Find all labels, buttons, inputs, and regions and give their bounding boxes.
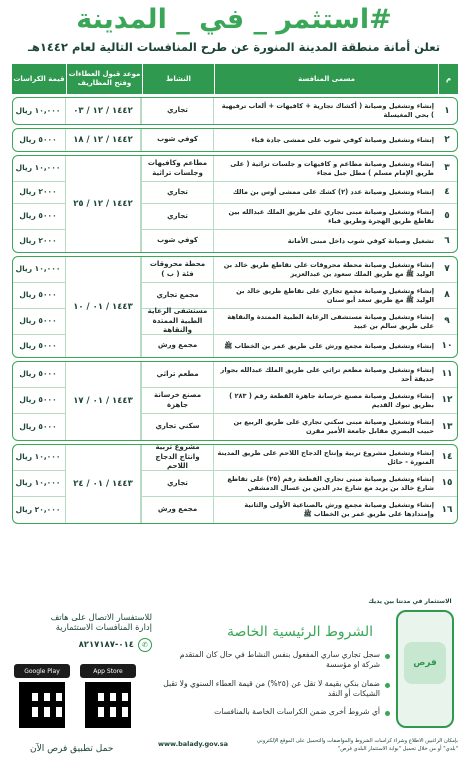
tender-name: إنشاء وتشغيل وصيانة مبنى سكني تجاري على طريق الربيع بن حبيب البصري مقابل جامعة الأمير مقرن: [213, 414, 437, 440]
price-row: [12, 362, 65, 388]
submission-date: ١٤٤٣ / ٠١ / ٢٤: [65, 445, 141, 523]
price-row: [12, 257, 65, 283]
tender-activity: تجاري: [141, 98, 213, 124]
tender-price: ٥٠٠٠ ريال: [19, 340, 57, 350]
price-row: [12, 414, 65, 440]
header-num: م: [438, 64, 458, 94]
tender-price: ٢٠٠٠ ريال: [19, 187, 57, 197]
footer-site-link[interactable]: www.balady.gov.sa: [158, 740, 229, 748]
row-number: ٩: [444, 316, 450, 327]
condition-item: ضمان بنكي بقيمة لا تقل عن (٢٥%) من قيمة العطاء السنوي ولا تقبل الشيكات أو النقد: [160, 679, 390, 700]
submission-date: ١٤٤٢ / ١٢ / ٢٥: [65, 156, 141, 252]
price-row: [12, 230, 65, 252]
tender-group: [12, 128, 458, 152]
table-row: [141, 257, 457, 283]
row-number: ٣: [444, 163, 450, 174]
phone-mockup: [396, 610, 454, 728]
tender-price: ١٠,٠٠٠ ريال: [15, 478, 61, 488]
tender-price: ٢٠٠٠ ريال: [19, 235, 57, 245]
row-number: ٢: [444, 134, 450, 145]
tender-group: [12, 155, 458, 253]
table-row: [141, 283, 457, 309]
table-row: [141, 414, 457, 440]
qr-code-icon: [85, 682, 131, 728]
row-number: ١٥: [441, 478, 453, 489]
tender-group: [12, 361, 458, 441]
row-number: ٦: [444, 235, 450, 246]
tender-name: إنشاء وتشغيل وصيانة محطة محروقات على تقاطع طريق خالد بن الوليد ﷺ مع طريق الملك سعود بن عبدالعزيز: [213, 257, 437, 282]
price-row: [12, 471, 65, 497]
header-activity: النشاط: [142, 64, 214, 94]
submission-date: ١٤٤٣ / ٠١ / ١٠: [65, 257, 141, 357]
table-row: [141, 362, 457, 388]
tender-price: ١٠,٠٠٠ ريال: [15, 264, 61, 274]
tender-price: ٥٠٠٠ ريال: [19, 316, 57, 326]
app-store-badge[interactable]: App Store: [80, 664, 136, 678]
table-row: [141, 388, 457, 414]
tender-name: إنشاء وتشغيل وصيانة مجمع ورش بالصناعية الأولى والثانية وإمتدادها على طريق عمر بن الخطاب ﷺ: [213, 497, 437, 523]
condition-item: أي شروط أخرى ضمن الكراسات الخاصة بالمنافسات: [160, 707, 390, 717]
price-row: [12, 283, 65, 309]
row-number: ١٣: [441, 421, 453, 432]
price-row: [12, 204, 65, 230]
price-row: [12, 98, 65, 124]
tender-name: إنشاء وتشغيل وصيانة مستشفى الرعاية الطبية الممتدة والنقاهة على طريق سالم بن عبيد: [213, 309, 437, 334]
tender-activity: مشروع تربية وانتاج الدجاج اللاحم: [141, 445, 213, 470]
tender-price: ١٠,٠٠٠ ريال: [15, 105, 61, 115]
contact-phone[interactable]: [12, 638, 152, 652]
tender-activity: محطة محروقات فئة ( ب ): [141, 257, 213, 282]
page-title: #استثمر _ في _ المدينة: [76, 4, 392, 35]
tender-name: إنشاء وتشغيل وصيانة عدد (٢) كشك على ممشى أوس بن مالك: [213, 182, 437, 203]
tender-price: ٥٠٠٠ ريال: [19, 395, 57, 405]
price-row: [12, 156, 65, 182]
row-number: ٥: [444, 211, 450, 222]
tenders-table: [12, 64, 458, 524]
store-google-play[interactable]: [14, 664, 70, 728]
tender-price: ٥٠٠٠ ريال: [19, 421, 57, 431]
row-number: ١: [444, 105, 450, 116]
price-row: [12, 309, 65, 335]
tender-name: إنشاء وتشغيل وصيانة مصنع خرسانة جاهزة القطعة رقم ( ٢٨٣ ) بطريق تبوك القديم: [213, 388, 437, 413]
tender-name: إنشاء وتشغيل وصيانة كوفي شوب على ممشى جادة قباء: [213, 129, 437, 151]
tender-activity: مطاعم وكافيهات وجلسات تراثية: [141, 156, 213, 181]
table-row: [141, 309, 457, 335]
table-row: [141, 156, 457, 182]
submission-date: ١٤٤٢ / ١٢ / ١٨: [65, 129, 141, 151]
tender-price: ٥٠٠٠ ريال: [19, 211, 57, 221]
tender-activity: سكني تجاري: [141, 414, 213, 440]
price-row: [12, 497, 65, 523]
row-number: ٧: [444, 264, 450, 275]
tender-activity: مصنع خرسانة جاهزة: [141, 388, 213, 413]
row-number: ١٢: [441, 395, 453, 406]
header-name: مسمى المنافسة: [214, 64, 438, 94]
tender-activity: تجاري: [141, 204, 213, 229]
table-row: [141, 204, 457, 230]
table-row: [141, 497, 457, 523]
tender-price: ١٠,٠٠٠ ريال: [15, 163, 61, 173]
header-date: موعد قبول العطاءات وفتح المظاريف: [66, 64, 142, 94]
tender-activity: مجمع تجاري: [141, 283, 213, 308]
conditions-list: [160, 650, 390, 725]
table-body: [12, 97, 458, 524]
tender-name: إنشاء وتشغيل وصيانة مجمع تجاري على تقاطع طريق خالد بن الوليد ﷺ مع طريق سعد أبو سنان: [213, 283, 437, 308]
tender-price: ٥٠٠٠ ريال: [19, 134, 57, 144]
bottom-section: [0, 598, 468, 766]
submission-date: ١٤٤٣ / ٠١ / ١٧: [65, 362, 141, 440]
phone-number[interactable]: ٠١٤-٨٢١٧١٨٧: [78, 640, 134, 650]
tender-activity: تجاري: [141, 471, 213, 496]
download-app-text: حمل تطبيق فرص الآن: [30, 744, 114, 754]
contact-line2: إدارة المنافسات الاستثمارية: [55, 622, 152, 632]
tender-name: إنشاء وتشغيل مشروع تربية وإنتاج الدجاج اللاحم على طريق المدينة المنورة - حائل: [213, 445, 437, 470]
table-row: [141, 230, 457, 252]
table-header: [12, 64, 458, 94]
footer-text: بإمكان الراغبين الاطلاع وشراء كراسات الشروط والمواصفات والتحميل على الموقع الإلكتروني "بلدي" أو من خلال تحميل "بوابة الاستثمار البلدي فرص": [256, 738, 458, 752]
tender-price: ١٠,٠٠٠ ريال: [15, 452, 61, 462]
table-row: [141, 335, 457, 357]
tender-activity: تجاري: [141, 182, 213, 203]
tender-activity: كوفي شوب: [141, 129, 213, 151]
footer: [158, 738, 458, 754]
row-number: ٤: [444, 187, 450, 198]
submission-date: ١٤٤٢ / ١٢ / ٠٣: [65, 98, 141, 124]
row-number: ١٤: [441, 452, 453, 463]
contact-line1: للاستفسار الاتصال على هاتف: [50, 612, 152, 622]
row-number: ١٠: [441, 340, 453, 351]
price-row: [12, 335, 65, 357]
price-row: [12, 182, 65, 204]
tender-price: ٥٠٠٠ ريال: [19, 290, 57, 300]
tender-name: تشغيل وصيانة كوفي شوب داخل مبنى الأمانة: [213, 230, 437, 252]
header-price: قيمة الكراسات: [12, 64, 66, 94]
store-app-store[interactable]: [80, 664, 136, 728]
tender-activity: كوفي شوب: [141, 230, 213, 252]
tender-name: إنشاء وتشغيل وصيانة مبنى تجاري القطعة رقم (٢٥) على تقاطع شارع خالد بن يزيد مع شارع بدر الدين بن عسال الدمشقي: [213, 471, 437, 496]
tender-price: ٢٠,٠٠٠ ريال: [15, 504, 61, 514]
tender-activity: مطعم تراثي: [141, 362, 213, 387]
app-logo: فرص: [404, 642, 446, 684]
price-row: [12, 129, 65, 151]
tender-group: [12, 256, 458, 358]
row-number: ٨: [444, 290, 450, 301]
price-row: [12, 388, 65, 414]
row-number: ١١: [441, 369, 453, 380]
store-badges: [14, 664, 136, 728]
tender-name: إنشاء وتشغيل وصيانة ( أكشاك تجارية + كافيهات + ألعاب ترفيهية ) بحي المغيسلة: [213, 98, 437, 124]
tender-activity: مستشفى الرعاية الطبية الممتدة والنقاهة: [141, 309, 213, 334]
qr-code-icon: [19, 682, 65, 728]
tender-name: إنشاء وتشغيل وصيانة مطعم تراثي على طريق الملك عبدالله بجوار حديقة أحد: [213, 362, 437, 387]
tender-name: إنشاء وتشغيل وصيانة مبنى تجاري على طريق الملك عبدالله بين تقاطع طريق الهجرة وطريق قباء: [213, 204, 437, 229]
tender-name: إنشاء وتشغيل وصيانة مجمع ورش على طريق عمر بن الخطاب ﷺ: [213, 335, 437, 357]
tender-activity: مجمع ورش: [141, 497, 213, 523]
conditions-title: الشروط الرئيسية الخاصة: [226, 624, 374, 640]
table-row: [141, 98, 457, 124]
whatsapp-icon: ✆: [138, 638, 152, 652]
table-row: [141, 182, 457, 204]
contact-block: [12, 612, 152, 652]
tender-group: [12, 97, 458, 125]
page-subtitle: تعلن أمانة منطقة المدينة المنورة عن طرح المنافسات التالية لعام ١٤٤٢هـ: [27, 40, 441, 54]
tender-price: ٥٠٠٠ ريال: [19, 369, 57, 379]
tender-name: إنشاء وتشغيل وصيانة مطاعم و كافيهات و جلسات تراثية ( على طريق الإمام مسلم ) مطل جبل مجاء: [213, 156, 437, 181]
tender-group: [12, 444, 458, 524]
phone-caption: الاستثمار في مدنتا بين يديك: [368, 598, 452, 605]
row-number: ١٦: [441, 504, 453, 515]
google-play-badge[interactable]: Google Play: [14, 664, 70, 678]
table-row: [141, 129, 457, 151]
table-row: [141, 445, 457, 471]
tender-activity: مجمع ورش: [141, 335, 213, 357]
price-row: [12, 445, 65, 471]
condition-item: سجل تجاري ساري المفعول بنفس النشاط في حال كان المتقدم شركة او مؤسسة: [160, 650, 390, 671]
table-row: [141, 471, 457, 497]
